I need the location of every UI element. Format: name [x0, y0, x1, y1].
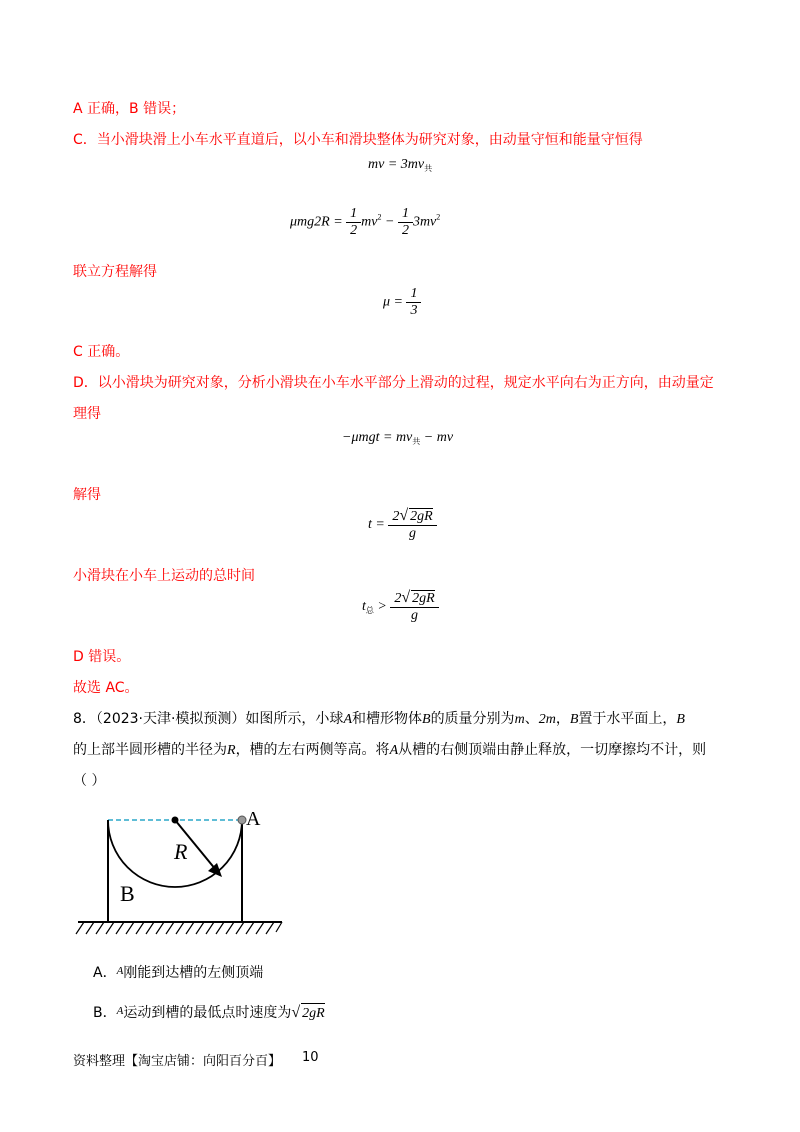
label-a: A: [246, 808, 261, 830]
question-bracket: （ ）: [73, 773, 106, 789]
ball-a: [238, 816, 246, 824]
ground-hatching: [76, 922, 282, 934]
solution-line: 故选 AC。: [73, 680, 139, 696]
equation-impulse: $-\mu mgt = mv_共$ − mv: [342, 430, 454, 446]
equation-mu: μ = $\frac{1}{3}$: [383, 286, 421, 319]
solution-line: A 正确，B 错误；: [73, 101, 186, 117]
trough-figure: [70, 800, 290, 945]
equation-momentum: mv = $3mv_共$: [368, 157, 433, 173]
solution-line: 小滑块在小车上运动的总时间: [73, 568, 255, 584]
solution-line: 解得: [73, 487, 101, 503]
option-b: B．$^A$运动到槽的最低点时速度为√ 2gR: [93, 1001, 325, 1024]
label-r: R: [174, 839, 188, 864]
label-b: B: [120, 881, 135, 906]
solution-line: D 错误。: [73, 649, 131, 665]
center-point: [172, 817, 179, 824]
solution-line: 联立方程解得: [73, 264, 157, 280]
solution-line: C 正确。: [73, 344, 130, 360]
option-a: A．$^A$刚能到达槽的左侧顶端: [93, 965, 264, 981]
question-line: 的上部半圆形槽的半径为R，槽的左右两侧等高。将A从槽的右侧顶端由静止释放，一切摩擦均不计，则: [73, 742, 707, 758]
solution-line: C．当小滑块滑上小车水平直道后，以小车和滑块整体为研究对象，由动量守恒和能量守恒得: [73, 132, 643, 148]
equation-total-time: $t_总$ > $\frac{2√ 2gR}{g}$: [362, 590, 439, 624]
page-number: 10: [302, 1050, 319, 1065]
equation-time: t = $\frac{2√ 2gR}{g}$: [368, 508, 437, 542]
solution-line: D．以小滑块为研究对象，分析小滑块在小车水平部分上滑动的过程，规定水平向右为正方向，由动量定: [73, 375, 714, 391]
equation-energy: μmg2R = $\frac{1}{2}$ $mv^2$ − $\frac{1}{2}$ $3mv^2$: [290, 206, 441, 238]
solution-line: 理得: [73, 406, 101, 422]
question-line: 8．（2023·天津·模拟预测）如图所示，小球A和槽形物体B的质量分别为m、2m，B置于水平面上，B: [73, 711, 685, 727]
footer-source: 资料整理【淘宝店铺：向阳百分百】: [73, 1054, 282, 1069]
